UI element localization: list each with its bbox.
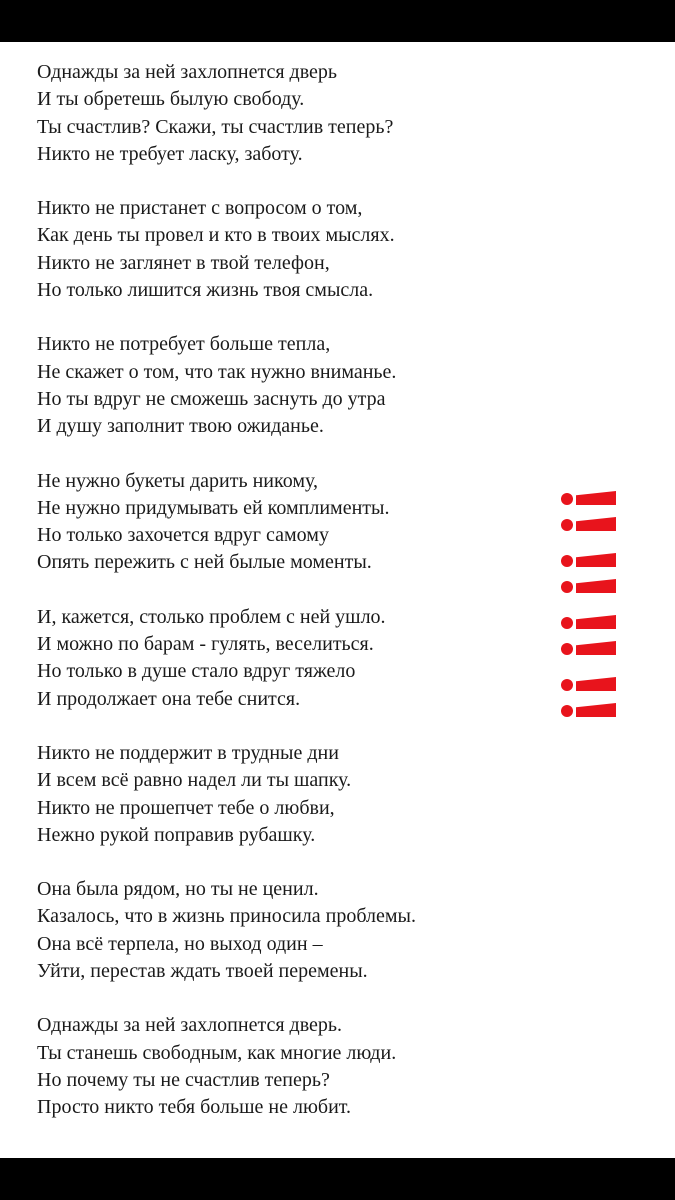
poem-line: И продолжает она тебе снится.: [37, 687, 301, 710]
exclamation-bar: [576, 641, 616, 655]
stanza: [37, 604, 537, 713]
exclamation-marks: [561, 484, 621, 722]
poem-line: И всем всё равно надел ли ты шапку.: [37, 769, 352, 792]
poem-line: И ты обретешь былую свободу.: [37, 88, 305, 111]
poem-line: Просто никто тебя больше не любит.: [37, 1096, 352, 1119]
stanza: [37, 195, 537, 304]
poem-line: Не нужно букеты дарить никому,: [37, 469, 318, 492]
exclamation-bar: [576, 615, 616, 629]
exclamation-mark-icon: [561, 670, 621, 696]
mark-gap: [561, 598, 621, 608]
exclamation-mark-icon: [561, 572, 621, 598]
poem: [37, 59, 537, 1149]
exclamation-bar: [576, 553, 616, 567]
exclamation-bar: [576, 517, 616, 531]
poem-line: Никто не поддержит в трудные дни: [37, 741, 339, 764]
exclamation-dot: [561, 555, 573, 567]
exclamation-mark-icon: [561, 484, 621, 510]
poem-line: Не скажет о том, что так нужно вниманье.: [37, 360, 397, 383]
exclamation-mark-icon: [561, 546, 621, 572]
poem-line: Уйти, перестав ждать твоей перемены.: [37, 960, 368, 983]
exclamation-dot: [561, 493, 573, 505]
exclamation-dot: [561, 643, 573, 655]
poem-line: Однажды за ней захлопнется дверь.: [37, 1014, 343, 1037]
poem-line: Но только лишится жизнь твоя смысла.: [37, 279, 374, 302]
poem-line: Нежно рукой поправив рубашку.: [37, 823, 316, 846]
stanza: [37, 468, 537, 577]
poem-line: Никто не заглянет в твой телефон,: [37, 251, 330, 274]
poem-line: Никто не пристанет с вопросом о том,: [37, 197, 363, 220]
exclamation-bar: [576, 703, 616, 717]
poem-line: Она всё терпела, но выход один –: [37, 932, 323, 955]
poem-line: Но только захочется вдруг самому: [37, 524, 329, 547]
exclamation-dot: [561, 617, 573, 629]
poem-line: Никто не потребует больше тепла,: [37, 333, 331, 356]
stanza: [37, 876, 537, 985]
mark-gap: [561, 536, 621, 546]
poem-line: Но ты вдруг не сможешь заснуть до утра: [37, 387, 386, 410]
stanza: [37, 59, 537, 168]
mark-gap: [561, 660, 621, 670]
exclamation-dot: [561, 679, 573, 691]
stanza: [37, 740, 537, 849]
poem-line: Но почему ты не счастлив теперь?: [37, 1068, 330, 1091]
poem-line: Не нужно придумывать ей комплименты.: [37, 496, 390, 519]
poem-line: Ты счастлив? Скажи, ты счастлив теперь?: [37, 115, 394, 138]
exclamation-bar: [576, 677, 616, 691]
poem-line: Никто не требует ласку, заботу.: [37, 142, 303, 165]
poem-line: Как день ты провел и кто в твоих мыслях.: [37, 224, 395, 247]
exclamation-dot: [561, 705, 573, 717]
exclamation-mark-icon: [561, 510, 621, 536]
top-black-bar: [0, 0, 675, 42]
poem-line: Ты станешь свободным, как многие люди.: [37, 1041, 397, 1064]
exclamation-bar: [576, 579, 616, 593]
exclamation-dot: [561, 519, 573, 531]
stanza: [37, 331, 537, 440]
poem-line: Никто не прошепчет тебе о любви,: [37, 796, 335, 819]
poem-line: И можно по барам - гулять, веселиться.: [37, 633, 374, 656]
poem-line: И, кажется, столько проблем с ней ушло.: [37, 605, 386, 628]
stanza: [37, 1012, 537, 1121]
exclamation-mark-icon: [561, 696, 621, 722]
document-page: [0, 42, 675, 1158]
exclamation-dot: [561, 581, 573, 593]
exclamation-bar: [576, 491, 616, 505]
poem-line: Но только в душе стало вдруг тяжело: [37, 660, 356, 683]
poem-line: Она была рядом, но ты не ценил.: [37, 878, 319, 901]
poem-line: Казалось, что в жизнь приносила проблемы.: [37, 905, 416, 928]
poem-line: Опять пережить с ней былые моменты.: [37, 551, 372, 574]
exclamation-mark-icon: [561, 608, 621, 634]
exclamation-mark-icon: [561, 634, 621, 660]
bottom-black-bar: [0, 1158, 675, 1200]
poem-line: И душу заполнит твою ожиданье.: [37, 415, 324, 438]
poem-line: Однажды за ней захлопнется дверь: [37, 61, 338, 83]
